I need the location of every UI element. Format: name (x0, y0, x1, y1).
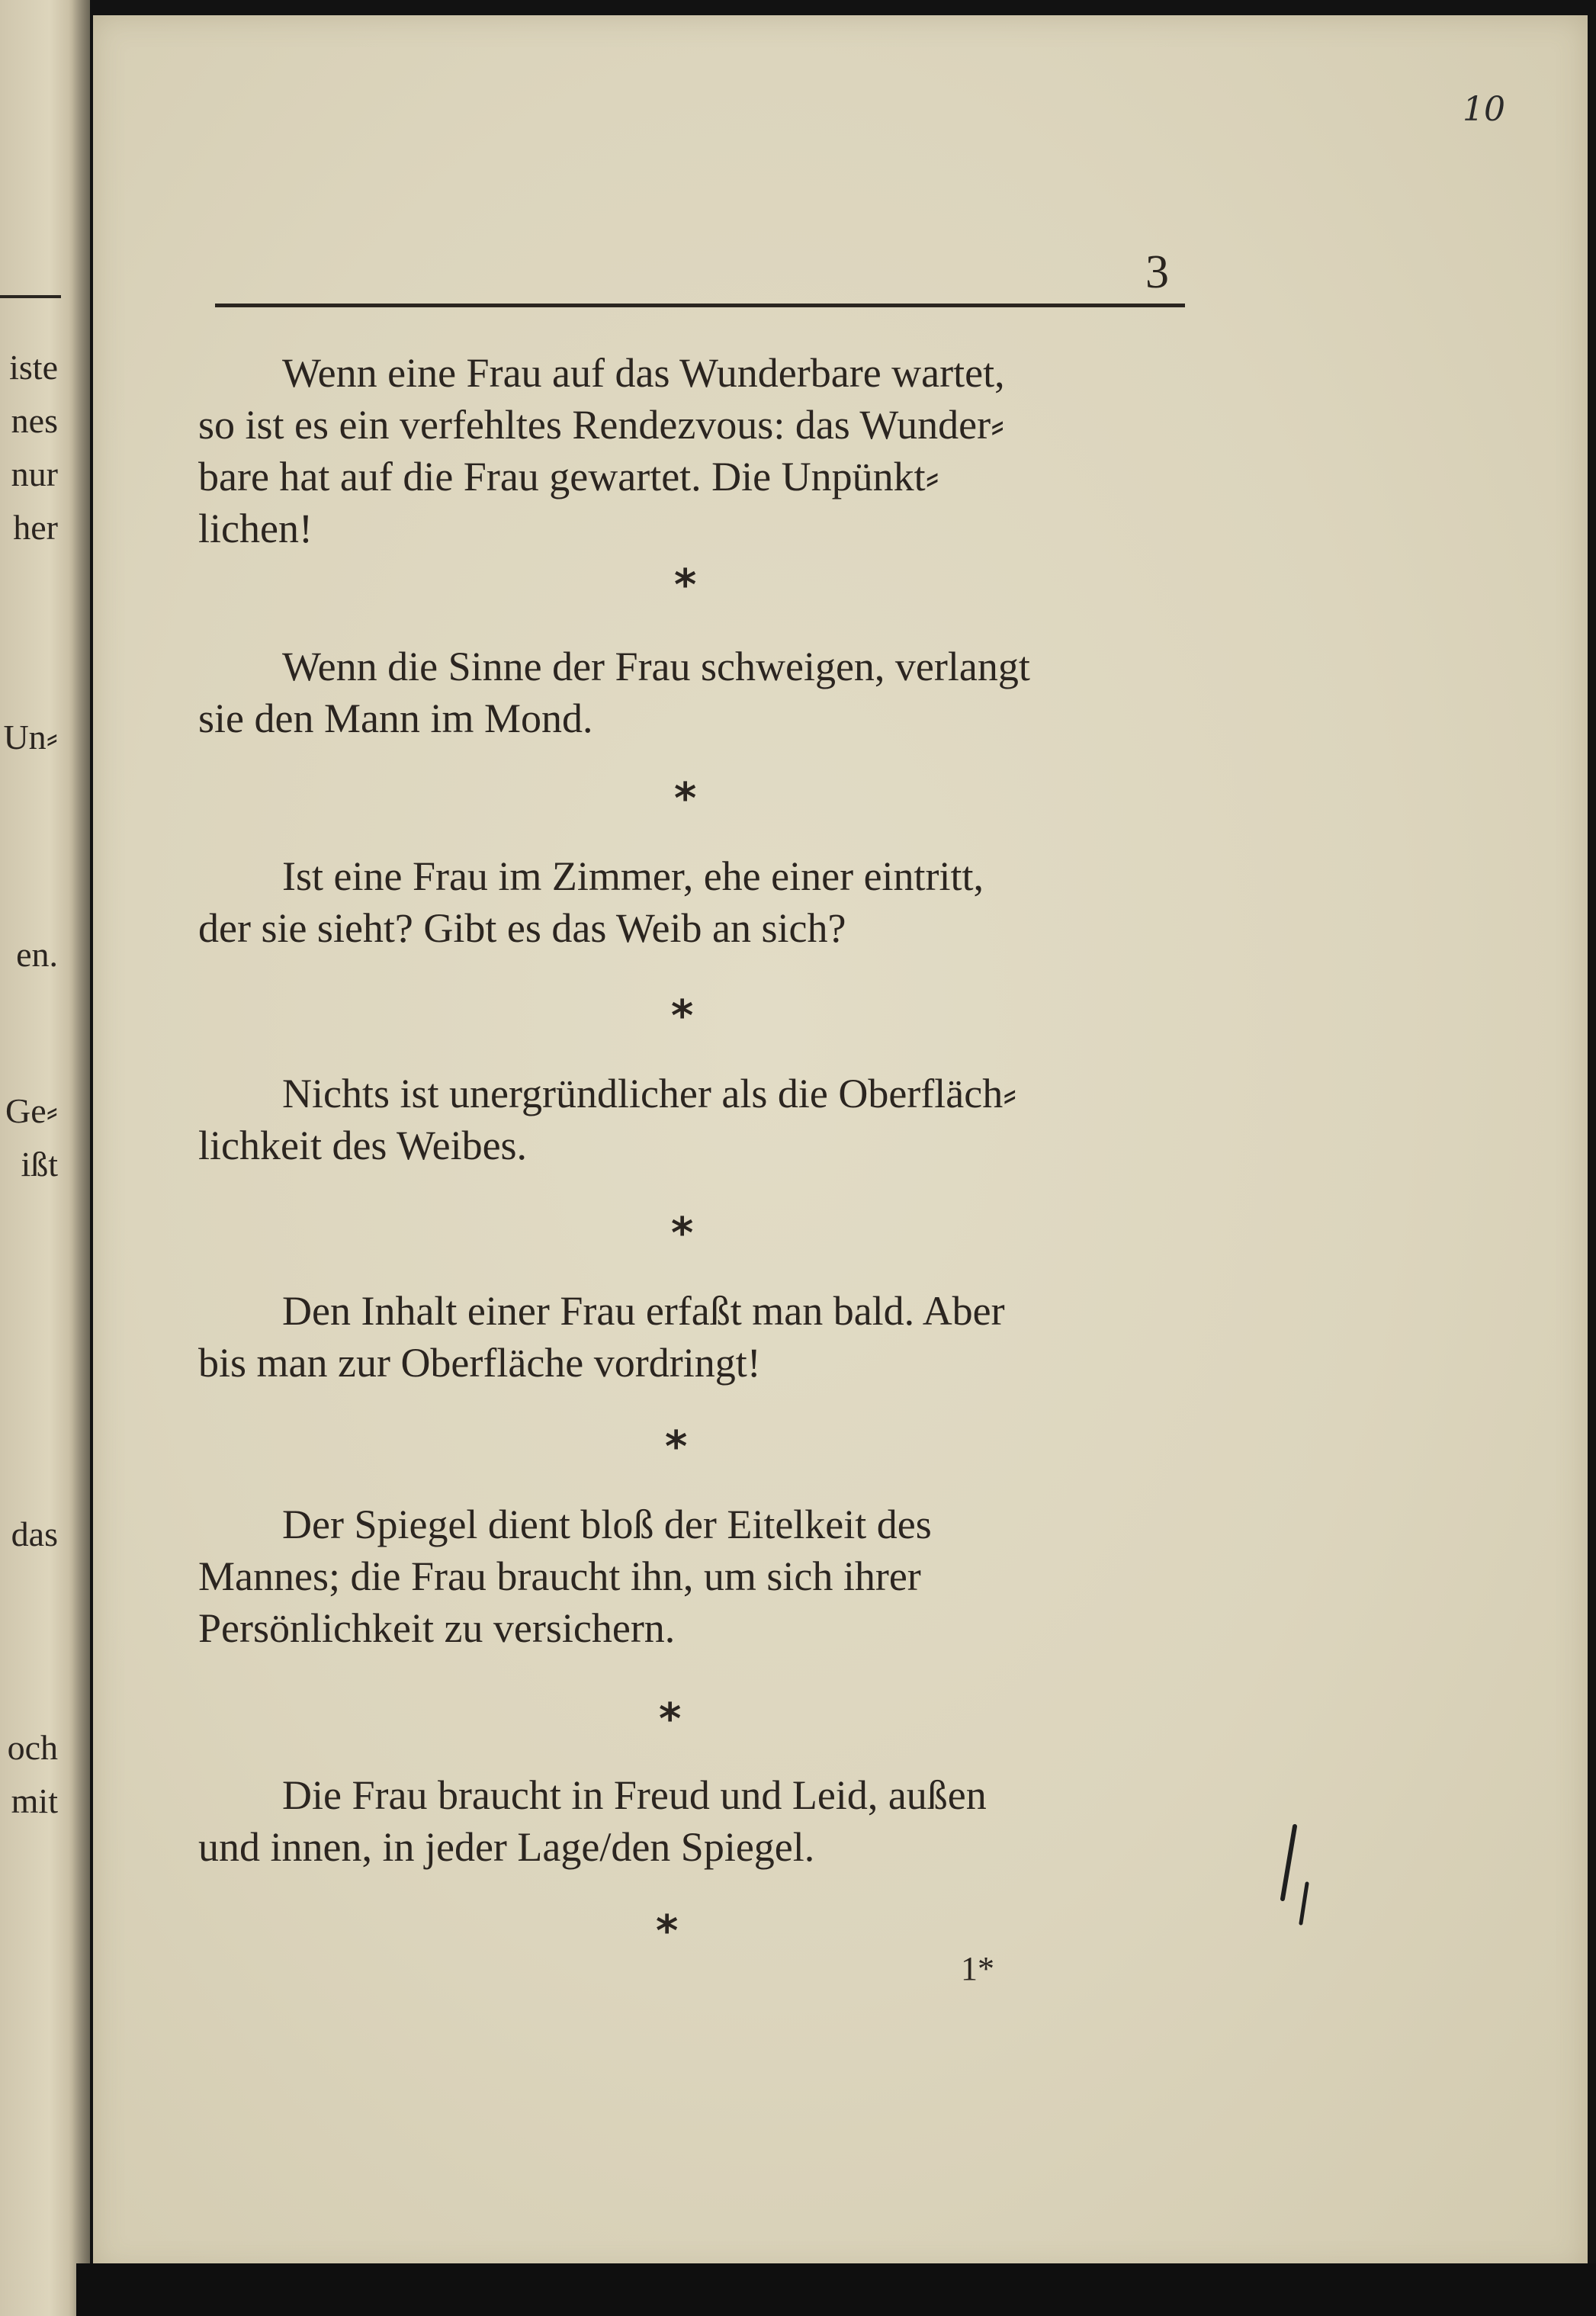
text-line: sie den Mann im Mond. (198, 695, 593, 741)
aphorism-6 (198, 1498, 1190, 1654)
pencil-margin-mark-icon (1273, 1823, 1319, 1929)
page-bottom-edge (76, 2263, 1596, 2316)
separator-asterisk: * (674, 561, 697, 610)
page-number: 3 (1145, 246, 1169, 298)
text-line: Wenn die Sinne der Frau schweigen, verlangt (282, 644, 1030, 689)
aphorism-3 (198, 850, 1190, 954)
gutter-shadow (69, 0, 90, 2316)
separator-asterisk: * (665, 1422, 688, 1472)
aphorism-4 (198, 1068, 1190, 1171)
separator-asterisk: * (659, 1694, 682, 1744)
pencil-folio-number: 10 (1463, 90, 1505, 129)
previous-page-fragment: och (7, 1728, 58, 1767)
signature-mark: 1* (961, 1950, 994, 1987)
aphorism-7 (198, 1769, 1190, 1873)
previous-page-fragment: iste (9, 348, 58, 387)
text-line: Mannes; die Frau braucht ihn, um sich ihrer (198, 1553, 921, 1599)
aphorism-2 (198, 641, 1190, 744)
separator-asterisk: * (656, 1906, 679, 1956)
text-line: bis man zur Oberfläche vordringt! (198, 1340, 761, 1386)
previous-page-fragment: nes (11, 401, 58, 440)
previous-page-fragment: ißt (21, 1145, 58, 1184)
header-rule (215, 304, 1185, 307)
text-line: Nichts ist unergründlicher als die Oberfläch⸗ (282, 1071, 1017, 1116)
separator-asterisk: * (671, 991, 694, 1041)
text-line: Ist eine Frau im Zimmer, ehe einer eintritt, (282, 853, 984, 899)
text-line: so ist es ein verfehltes Rendezvous: das Wunder⸗ (198, 402, 1005, 448)
separator-asterisk: * (674, 774, 697, 824)
previous-page-fragment: das (11, 1515, 58, 1553)
previous-page-strip (0, 0, 90, 2316)
text-line: der sie sieht? Gibt es das Weib an sich? (198, 905, 846, 951)
aphorism-1 (198, 347, 1190, 554)
previous-page-fragment: her (13, 508, 58, 547)
text-line: Den Inhalt einer Frau erfaßt man bald. Aber (282, 1288, 1005, 1334)
text-line: Die Frau braucht in Freud und Leid, außen (282, 1772, 987, 1818)
text-line: lichkeit des Weibes. (198, 1123, 528, 1168)
text-line: und innen, in jeder Lage/den Spiegel. (198, 1824, 815, 1870)
previous-page-fragment: en. (16, 935, 58, 974)
text-line: Der Spiegel dient bloß der Eitelkeit des (282, 1502, 932, 1547)
text-line: Wenn eine Frau auf das Wunderbare wartet, (282, 350, 1005, 396)
previous-page-fragment: nur (11, 455, 58, 493)
previous-page-fragment: Ge⸗ (5, 1091, 58, 1130)
text-line: lichen! (198, 506, 313, 551)
separator-asterisk: * (671, 1209, 694, 1258)
aphorism-5 (198, 1285, 1190, 1389)
text-line: Persönlichkeit zu versichern. (198, 1605, 676, 1651)
previous-page-fragment: Un⸗ (3, 718, 58, 756)
text-line: bare hat auf die Frau gewartet. Die Unpünkt⸗ (198, 454, 939, 499)
previous-page-rule (0, 295, 61, 298)
previous-page-fragment: mit (11, 1781, 58, 1820)
